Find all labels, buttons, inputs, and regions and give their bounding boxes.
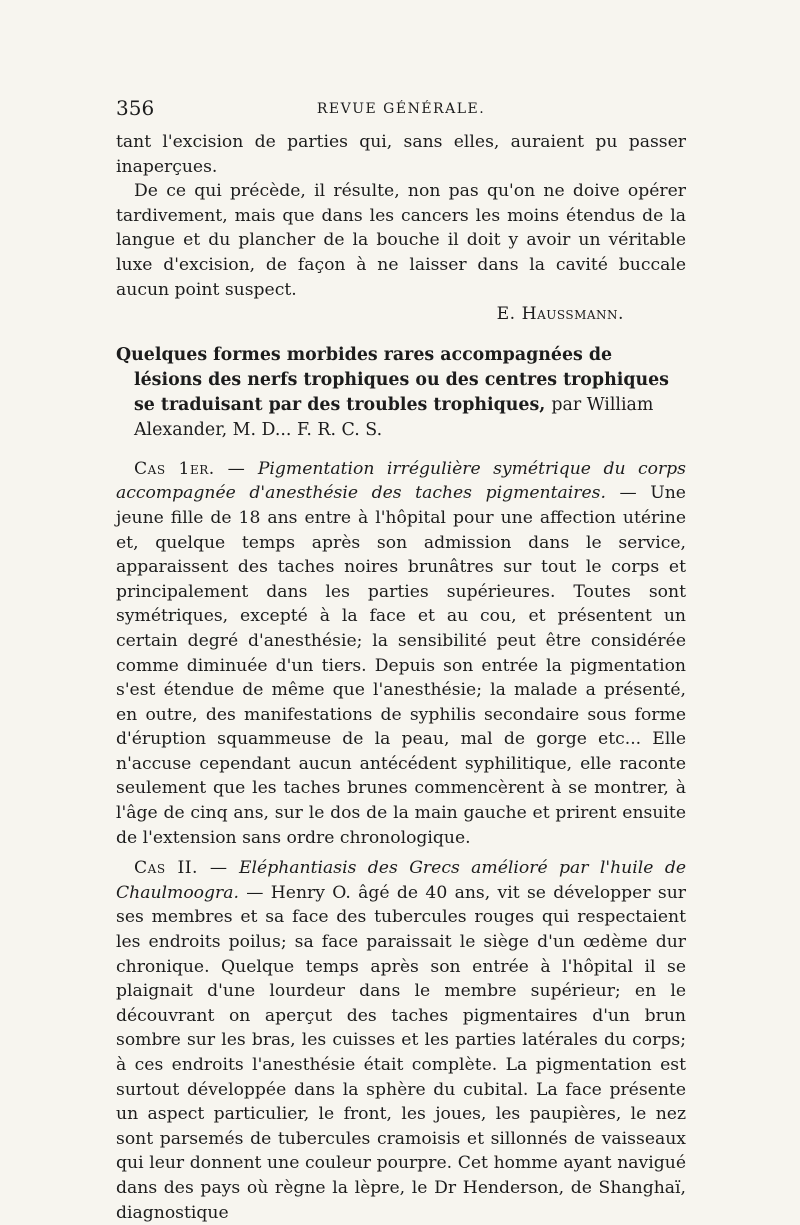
- page-number: 356: [116, 96, 155, 120]
- page-content: [116, 130, 686, 1225]
- case-1-paragraph: [116, 457, 686, 851]
- case-1-label: Cas 1er. —: [134, 458, 246, 479]
- case-2-paragraph: [116, 856, 686, 1225]
- article-title-text: Quelques formes morbides rares accompagnées de lésions des nerfs trophiques ou des centres trophiques se traduisant par des troubles trophiques,: [116, 344, 669, 415]
- signature: E. Haussmann.: [496, 304, 624, 325]
- running-head: REVUE GÉNÉRALE.: [316, 101, 486, 117]
- intro-paragraph-1: tant l'excision de parties qui, sans elles, auraient pu passer inaperçues.: [116, 132, 686, 177]
- intro-paragraph-2: De ce qui précède, il résulte, non pas qu'on ne doive opérer tardivement, mais que dans les cancers les moins étendus de la langue et du plancher de la bouche il doit y avoir un véritable luxe d'excision, de façon à ne laisser dans la cavité buccale aucun point suspect.: [116, 181, 686, 300]
- case-2-text: — Henry O. âgé de 40 ans, vit se développer sur ses membres et sa face des tubercules rouges qui respectaient les endroits poilus; sa face paraissait le siège d'un œdème dur chronique. Quelque temps après son entrée à l'hôpital il se plaignait d'une lourdeur dans le membre supérieur; en le découvrant on aperçut des taches pigmentaires d'un brun sombre sur les bras, les cuisses et les parties latérales du corps; à ces endroits l'anesthésie était complète. La pigmentation est surtout développée dans la sphère du cubital. La face présente un aspect particulier, le front, les joues, les paupières, le nez sont parsemés de tubercules cramoisis et sillonnés de vaisseaux qui leur donnent une couleur pourpre. Cet homme ayant navigué dans des pays où règne la lèpre, le Dr Henderson, de Shanghaï, diagnostique: [116, 882, 686, 1223]
- case-2-heading: Eléphantiasis des Grecs amélioré par l'huile de Chaulmoogra.: [116, 858, 686, 903]
- case-1-heading: Pigmentation irrégulière symétrique du corps accompagnée d'anesthésie des taches pigmentaires.: [116, 458, 686, 504]
- case-1-text: — Une jeune fille de 18 ans entre à l'hôpital pour une affection utérine et, quelque temps après son admission dans le service, apparaissent des taches noires brunâtres sur tout le corps et principalement dans les parties supérieures. Toutes sont symétriques, excepté à la face et au cou, et présentent un certain degré d'anesthésie; la sensibilité peut être considérée comme diminuée d'un tiers. Depuis son entrée la pigmentation s'est étendue de même que l'anesthésie; la malade a présenté, en outre, des manifestations de syphilis secondaire sous forme d'éruption squammeuse de la peau, mal de gorge etc... Elle n'accuse cependant aucun antécédent syphilitique, elle raconte seulement que les taches brunes commencèrent à se montrer, à l'âge de cinq ans, sur le dos de la main gauche et prirent ensuite de l'extension sans ordre chronologique.: [116, 483, 686, 848]
- article-title: [116, 343, 686, 443]
- page-header: [116, 96, 686, 126]
- case-2-label: Cas II. —: [134, 858, 228, 879]
- article-author: par William Alexander, M. D... F. R. C. S.: [134, 394, 654, 440]
